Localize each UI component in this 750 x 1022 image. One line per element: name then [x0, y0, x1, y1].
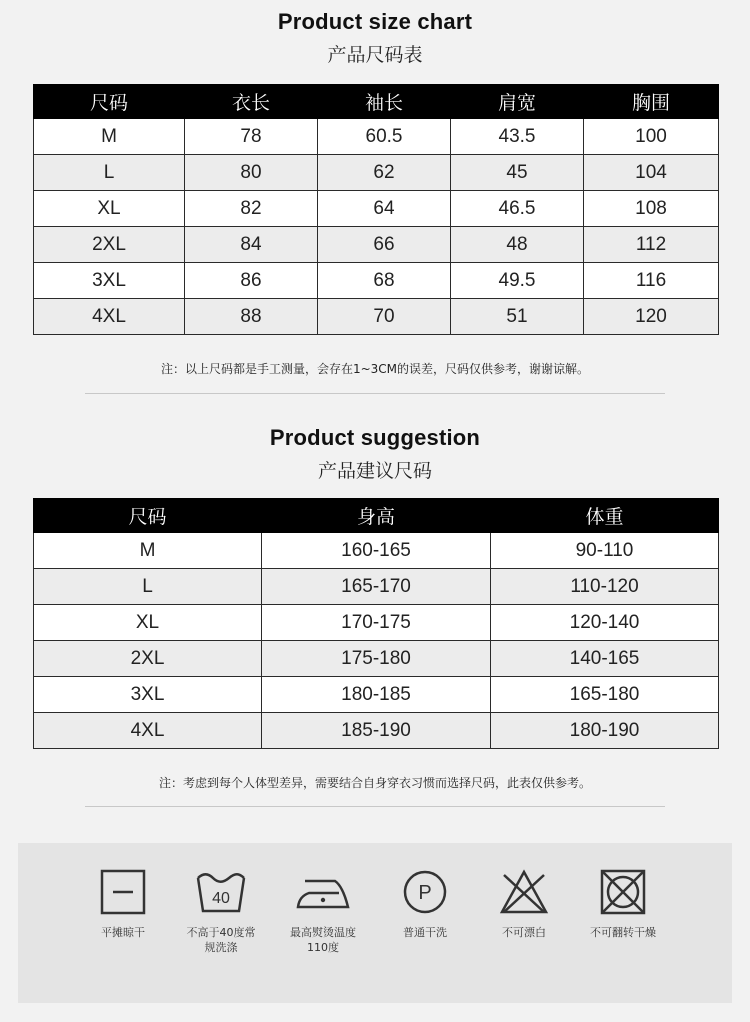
- size-chart-title-cn: 产品尺码表: [327, 44, 423, 66]
- column-header: 尺码: [34, 85, 185, 119]
- care-label: 不可翻转干燥: [590, 926, 656, 939]
- table-cell: 90-110: [491, 533, 719, 569]
- care-item-iron: [268, 869, 378, 955]
- table-cell: 180-190: [491, 713, 719, 749]
- table-cell: 3XL: [34, 263, 185, 299]
- column-header: 袖长: [318, 85, 451, 119]
- table-cell: 86: [185, 263, 318, 299]
- care-item-no-bleach: [469, 869, 579, 940]
- no-tumble-dry-icon: [600, 869, 646, 915]
- table-cell: 120: [584, 299, 719, 335]
- table-cell: 60.5: [318, 119, 451, 155]
- table-cell: 2XL: [34, 641, 262, 677]
- iron-icon: [295, 869, 351, 915]
- size-chart-table: [33, 84, 719, 335]
- table-row: [34, 299, 719, 335]
- table-row: [34, 641, 719, 677]
- table-cell: 62: [318, 155, 451, 191]
- wash-temp-text: 40: [212, 890, 230, 907]
- table-row: [34, 155, 719, 191]
- table-cell: M: [34, 119, 185, 155]
- table-cell: 68: [318, 263, 451, 299]
- table-cell: 66: [318, 227, 451, 263]
- suggestion-title-en: Product suggestion: [269, 425, 481, 450]
- table-cell: M: [34, 533, 262, 569]
- care-label: 最高熨烫温度110度: [290, 926, 356, 954]
- column-header: 身高: [262, 499, 491, 533]
- table-cell: 140-165: [491, 641, 719, 677]
- column-header: 胸围: [584, 85, 719, 119]
- table-cell: L: [34, 155, 185, 191]
- dry-flat-icon: [100, 869, 146, 915]
- table-cell: 3XL: [34, 677, 262, 713]
- care-instructions-panel: [18, 843, 732, 1003]
- column-header: 衣长: [185, 85, 318, 119]
- table-row: [34, 227, 719, 263]
- table-row: [34, 713, 719, 749]
- table-cell: 116: [584, 263, 719, 299]
- table-cell: 110-120: [491, 569, 719, 605]
- table-cell: L: [34, 569, 262, 605]
- column-header: 尺码: [34, 499, 262, 533]
- care-label: 不可漂白: [502, 926, 546, 939]
- table-row: [34, 263, 719, 299]
- table-cell: 84: [185, 227, 318, 263]
- care-label: 平摊晾干: [101, 926, 145, 939]
- table-cell: XL: [34, 191, 185, 227]
- size-chart-title-en: Product size chart: [277, 9, 473, 34]
- table-cell: 112: [584, 227, 719, 263]
- table-cell: 64: [318, 191, 451, 227]
- table-cell: 170-175: [262, 605, 491, 641]
- dry-clean-letter: P: [418, 882, 432, 904]
- table-cell: 80: [185, 155, 318, 191]
- table-cell: 100: [584, 119, 719, 155]
- table-cell: 43.5: [451, 119, 584, 155]
- size-chart-note: 注：以上尺码都是手工测量，会存在1~3CM的误差，尺码仅供参考，谢谢谅解。: [160, 362, 590, 376]
- table-cell: 49.5: [451, 263, 584, 299]
- table-row: [34, 605, 719, 641]
- table-cell: 70: [318, 299, 451, 335]
- table-cell: 82: [185, 191, 318, 227]
- divider: [85, 393, 665, 394]
- table-cell: 165-180: [491, 677, 719, 713]
- table-cell: 2XL: [34, 227, 185, 263]
- column-header: 肩宽: [451, 85, 584, 119]
- care-item-wash-40: [166, 869, 276, 955]
- table-cell: 4XL: [34, 299, 185, 335]
- table-row: [34, 191, 719, 227]
- table-cell: 160-165: [262, 533, 491, 569]
- divider: [85, 806, 665, 807]
- table-cell: 48: [451, 227, 584, 263]
- wash-40-icon: [195, 869, 247, 915]
- care-item-dry-flat: [68, 869, 178, 940]
- table-row: [34, 119, 719, 155]
- table-cell: 46.5: [451, 191, 584, 227]
- table-row: [34, 533, 719, 569]
- table-cell: 78: [185, 119, 318, 155]
- care-item-dry-clean: [370, 869, 480, 940]
- suggestion-header-row: [34, 499, 719, 533]
- care-label: 普通干洗: [403, 926, 447, 939]
- table-cell: 4XL: [34, 713, 262, 749]
- table-cell: 180-185: [262, 677, 491, 713]
- table-cell: 104: [584, 155, 719, 191]
- table-cell: XL: [34, 605, 262, 641]
- table-row: [34, 677, 719, 713]
- table-cell: 108: [584, 191, 719, 227]
- table-cell: 120-140: [491, 605, 719, 641]
- table-cell: 185-190: [262, 713, 491, 749]
- dry-clean-p-icon: [402, 869, 448, 915]
- table-cell: 165-170: [262, 569, 491, 605]
- column-header: 体重: [491, 499, 719, 533]
- care-item-no-tumble-dry: [568, 869, 678, 940]
- suggestion-note: 注：考虑到每个人体型差异，需要结合自身穿衣习惯而选择尺码，此表仅供参考。: [158, 776, 591, 790]
- table-row: [34, 569, 719, 605]
- table-cell: 175-180: [262, 641, 491, 677]
- table-cell: 51: [451, 299, 584, 335]
- table-cell: 45: [451, 155, 584, 191]
- care-label: 不高于40度常规洗涤: [186, 926, 256, 954]
- size-chart-header-row: [34, 85, 719, 119]
- suggestion-table: [33, 498, 719, 749]
- no-bleach-icon: [499, 869, 549, 915]
- table-cell: 88: [185, 299, 318, 335]
- suggestion-title-cn: 产品建议尺码: [317, 460, 432, 482]
